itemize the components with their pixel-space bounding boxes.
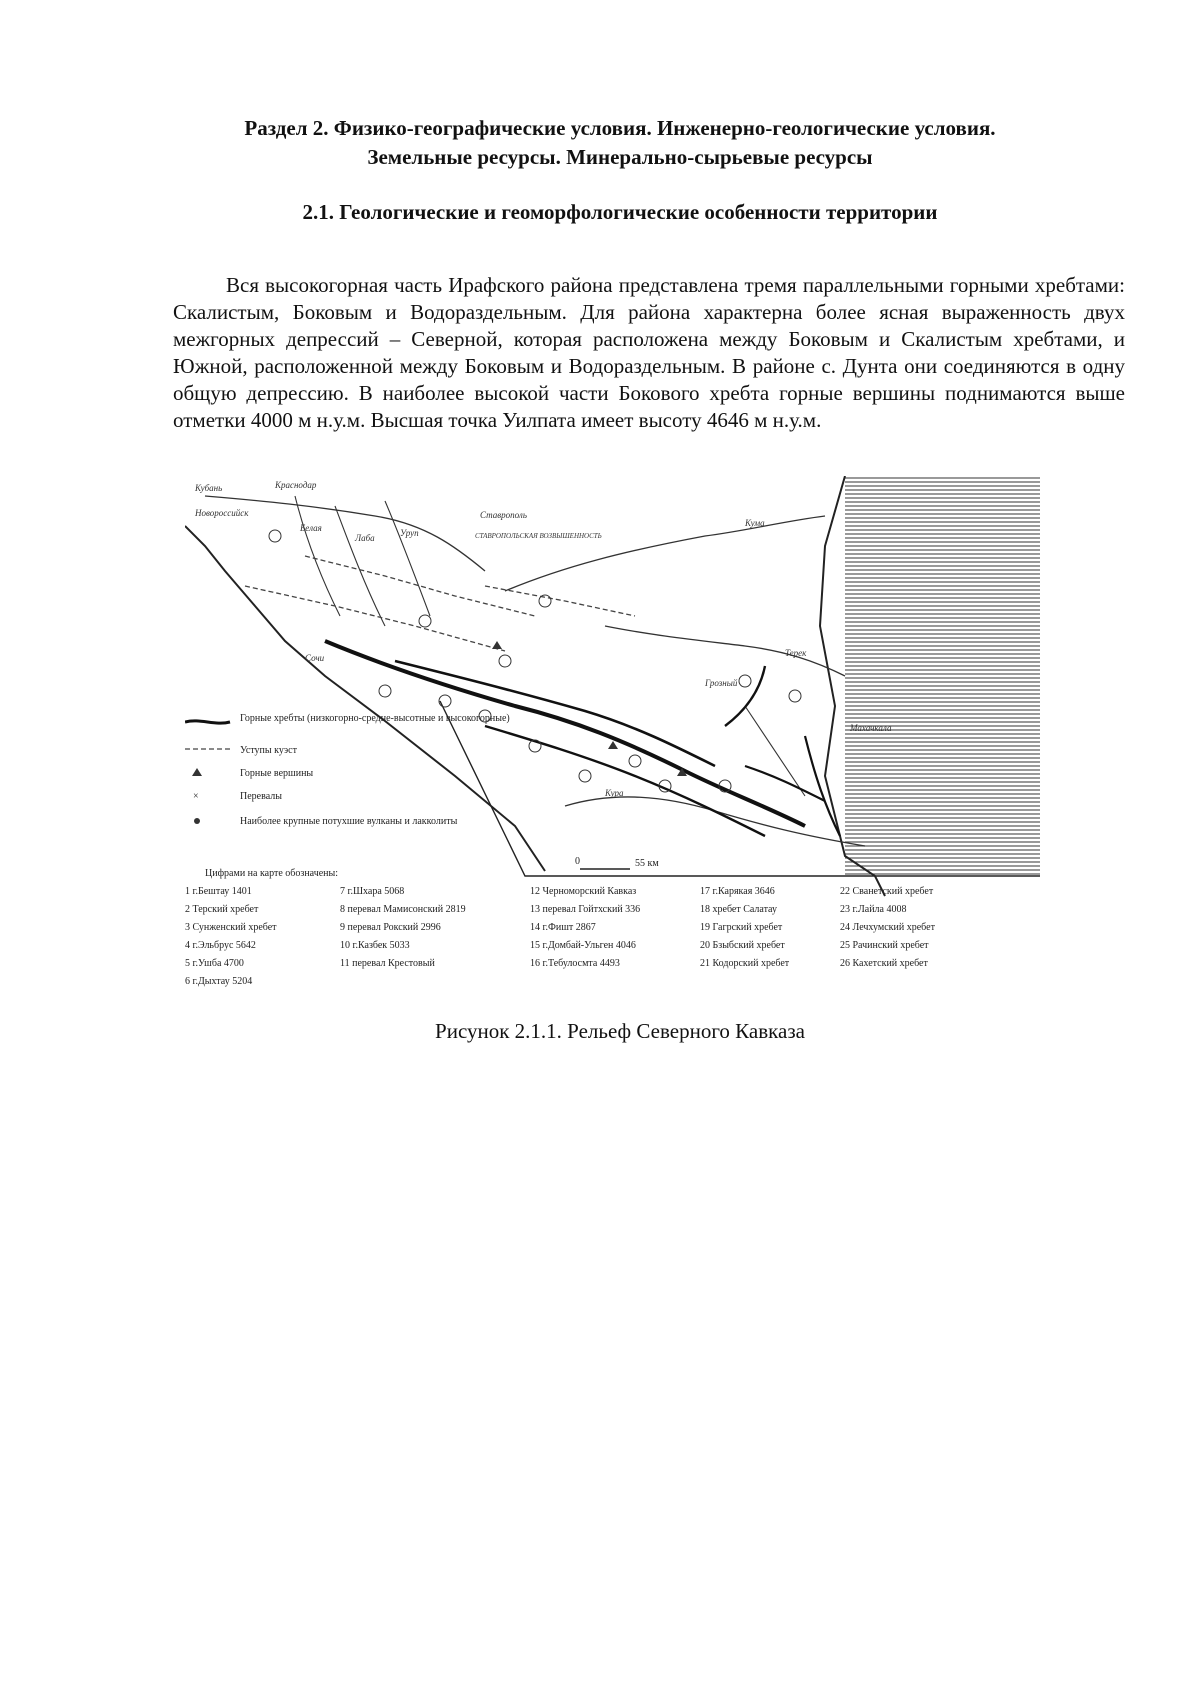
numbers-entry: 13 перевал Гойтхский 336 (530, 904, 641, 915)
label-urup: Уруп (400, 528, 419, 538)
legend-volcanoes: Наиболее крупные потухшие вулканы и лакколиты (240, 816, 458, 827)
numbers-entry: 10 г.Казбек 5033 (340, 940, 410, 951)
numbers-entry: 16 г.Тебулосмта 4493 (530, 958, 620, 969)
legend-peaks: Горные вершины (240, 768, 314, 779)
numbers-entry: 5 г.Ушба 4700 (185, 958, 244, 969)
numbers-entry: 17 г.Карякая 3646 (700, 886, 775, 897)
label-kuban: Кубань (195, 483, 223, 493)
label-krasnodar: Краснодар (275, 480, 317, 490)
label-kura: Кура (605, 788, 624, 798)
river-sulak (745, 706, 805, 796)
body-paragraph: Вся высокогорная часть Ирафского района представлена тремя параллельными горными хребтами: Скалистым, Боковым и Водораздельным. Для района характерна более ясная выраженность двух межгорных депрессий – Северной, которая расположена между Боковым и Скалистым хребтами, и Южной, расположенной между Боковым и Водораздельным. В районе с. Дунта они соединяются в одну общую депрессию. В наиболее высокой части Бокового хребта горные вершины поднимаются выше отметки 4000 м н.у.м. Высшая точка Уилпата имеет высоту 4646 м н.у.м. (173, 273, 1125, 432)
range-spur (745, 766, 825, 801)
numbers-entry: 23 г.Лайла 4008 (840, 904, 907, 915)
map-numbers (269, 530, 801, 792)
subsection-heading: 2.1. Геологические и геоморфологические особенности территории (302, 200, 938, 224)
svg-text:×: × (193, 791, 199, 802)
numbers-entry: 22 Сванетский хребет (840, 886, 934, 897)
label-belaya: Белая (300, 523, 322, 533)
numbers-entry: 18 хребет Салатау (700, 904, 777, 915)
numbers-entry: 12 Черноморский Кавказ (530, 886, 637, 897)
numbers-entry: 19 Гагрский хребет (700, 922, 783, 933)
scale-start: 0 (575, 856, 580, 867)
numbers-entry: 24 Лечхумский хребет (840, 922, 935, 933)
numbers-entry: 25 Рачинский хребет (840, 940, 929, 951)
legend-ranges: Горные хребты (низкогорно-средне-высотные и высокогорные) (240, 713, 510, 724)
river-terek (605, 626, 845, 676)
numbers-entry: 21 Кодорский хребет (700, 958, 790, 969)
numbers-entry: 20 Бзыбский хребет (700, 940, 785, 951)
numbers-title: Цифрами на карте обозначены: (205, 868, 339, 879)
numbers-entry: 9 перевал Рокский 2996 (340, 922, 441, 933)
numbers-entry: 11 перевал Крестовый (340, 958, 435, 969)
numbers-entry: 8 перевал Мамисонский 2819 (340, 904, 466, 915)
range-dagestan (805, 736, 840, 836)
figure-caption: Рисунок 2.1.1. Рельеф Северного Кавказа (435, 1019, 805, 1043)
river-urup (385, 501, 430, 616)
numbers-entry: 6 г.Дыхтау 5204 (185, 976, 253, 987)
label-novorossiysk: Новороссийск (195, 508, 249, 518)
numbers-entry: 26 Кахетский хребет (840, 958, 928, 969)
legend-cuestas: Уступы куэст (240, 745, 297, 756)
legend-passes: Перевалы (240, 791, 282, 802)
relief-map (185, 476, 1040, 1014)
section-heading (170, 114, 1070, 172)
map-legend (185, 713, 510, 827)
numbers-entry: 7 г.Шхара 5068 (340, 886, 405, 897)
numbers-table (185, 886, 936, 987)
label-stavropol: Ставрополь (480, 510, 527, 520)
numbers-entry: 15 г.Домбай-Ульген 4046 (530, 940, 636, 951)
label-sochi: Сочи (305, 653, 325, 663)
label-laba: Лаба (355, 533, 375, 543)
heading-line-1: Раздел 2. Физико-географические условия. Инженерно-геологические условия. (244, 116, 996, 140)
scale-end: 55 км (635, 858, 659, 869)
scale-bar (575, 856, 659, 869)
label-kuma: Кума (745, 518, 765, 528)
heading-line-2: Земельные ресурсы. Минерально-сырьевые ресурсы (367, 145, 873, 169)
label-terek: Терек (785, 648, 807, 658)
numbers-entry: 3 Сунженский хребет (185, 922, 277, 933)
numbers-entry: 2 Терский хребет (185, 904, 259, 915)
numbers-entry: 14 г.Фишт 2867 (530, 922, 596, 933)
label-grozny: Грозный (705, 678, 738, 688)
relief-map-figure (185, 476, 1040, 1014)
river-kuma (505, 516, 825, 591)
caspian-sea (845, 476, 1040, 876)
river-kura (565, 797, 865, 846)
label-makhachkala: Махачкала (850, 723, 892, 733)
range-main (325, 641, 805, 826)
numbers-entry: 4 г.Эльбрус 5642 (185, 940, 256, 951)
label-upland: СТАВРОПОЛЬСКАЯ ВОЗВЫШЕННОСТЬ (475, 532, 602, 540)
numbers-entry: 1 г.Бештау 1401 (185, 886, 252, 897)
